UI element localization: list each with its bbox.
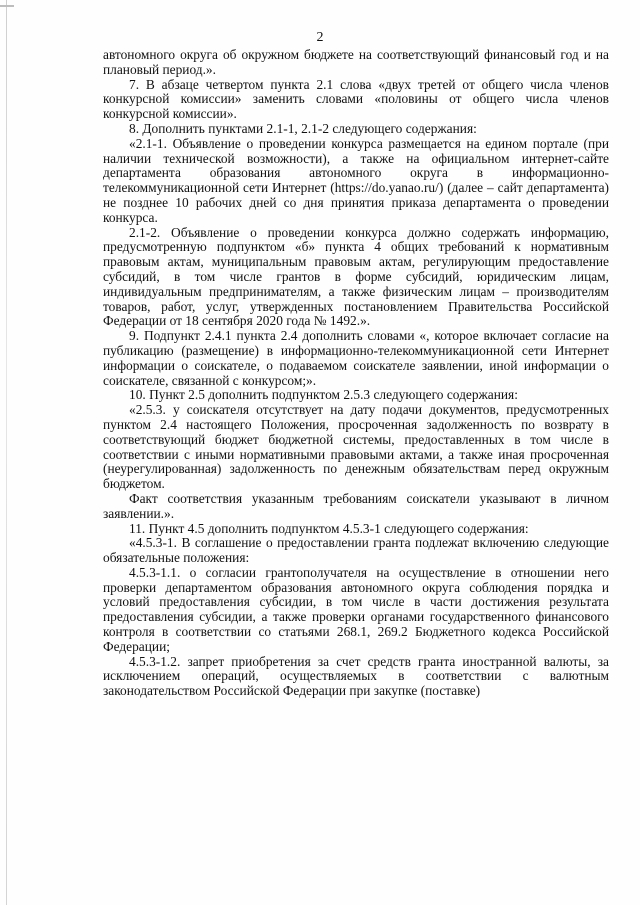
scan-corner-mark — [0, 5, 14, 7]
paragraph-compliance-fact: Факт соответствия указанным требованиям соискатели указывают в личном заявлении.». — [103, 490, 609, 521]
paragraph-4-5-3-1-1: 4.5.3-1.1. о согласии грантополучателя на осуществление в отношении него проверки департаментом образования автономного округа соблюдения порядка и условий предоставления субсидии, в том числе в части достижения результата предоставления субсидии, а также проверки органами государственного финансового контроля в соответствии со статьями 268.1, 269.2 Бюджетного кодекса Российской Федерации; — [103, 564, 609, 654]
paragraph-2-5-3: «2.5.3. у соискателя отсутствует на дату подачи документов, предусмотренных пунктом 2.4 настоящего Положения, просроченная задолженность по возврату в соответствующий бюджет бюджетной системы, предоставленных в том числе в соответствии с иными нормативными правовыми актами, а также иная просроченная (неурегулированная) задолженность по денежным обязательствам перед окружным бюджетом. — [103, 402, 609, 492]
paragraph-2-1-2: 2.1-2. Объявление о проведении конкурса должно содержать информацию, предусмотренную подпунктом «б» пункта 4 общих требований к нормативным правовым актам, муниципальным правовым актам, регулирующим предоставление субсидий, в том числе грантов в форме субсидий, юридическим лицам, индивидуальным предпринимателям, а также физическим лицам – производителям товаров, работ, услуг, утвержденных постановлением Правительства Российской Федерации от 18 сентября 2020 года № 1492.». — [103, 224, 609, 329]
document-body — [103, 48, 609, 699]
paragraph-2-1-1: «2.1-1. Объявление о проведении конкурса размещается на едином портале (при наличии технической возможности), а также на официальном интернет-сайте департамента образования автономного округа в информационно-телекоммуникационной сети Интернет (https://do.yanao.ru/) (далее – сайт департамента) не позднее 10 рабочих дней со дня принятия приказа департамента о проведении конкурса. — [103, 135, 609, 225]
paragraph-item-8: 8. Дополнить пунктами 2.1-1, 2.1-2 следующего содержания: — [129, 120, 477, 136]
paragraph-item-9: 9. Подпункт 2.4.1 пункта 2.4 дополнить словами «, которое включает согласие на публикацию (размещение) в информационно-телекоммуникационной сети Интернет информации о соискателе, о подаваемом соискателе заявлении, иной информации о соискателе, связанной с конкурсом;». — [103, 328, 609, 388]
paragraph-continuation: автономного округа об окружном бюджете на соответствующий финансовый год и на плановый период.». — [103, 47, 609, 77]
paragraph-item-10: 10. Пункт 2.5 дополнить подпунктом 2.5.3 следующего содержания: — [129, 387, 518, 403]
page-number: 2 — [316, 30, 324, 45]
paragraph-item-7: 7. В абзаце четвертом пункта 2.1 слова «двух третей от общего числа членов конкурсной комиссии» заменить словами «половины от общего числа членов конкурсной комиссии». — [103, 76, 609, 122]
paragraph-4-5-3-1-2: 4.5.3-1.2. запрет приобретения за счет средств гранта иностранной валюты, за исключением операций, осуществляемых в соответствии с валютным законодательством Российской Федерации при закупке (поставке) — [103, 653, 609, 699]
paragraph-item-11: 11. Пункт 4.5 дополнить подпунктом 4.5.3-1 следующего содержания: — [129, 520, 529, 536]
paragraph-4-5-3-1: «4.5.3-1. В соглашение о предоставлении гранта подлежат включению следующие обязательные положения: — [103, 535, 609, 566]
scan-edge-line — [6, 0, 7, 905]
